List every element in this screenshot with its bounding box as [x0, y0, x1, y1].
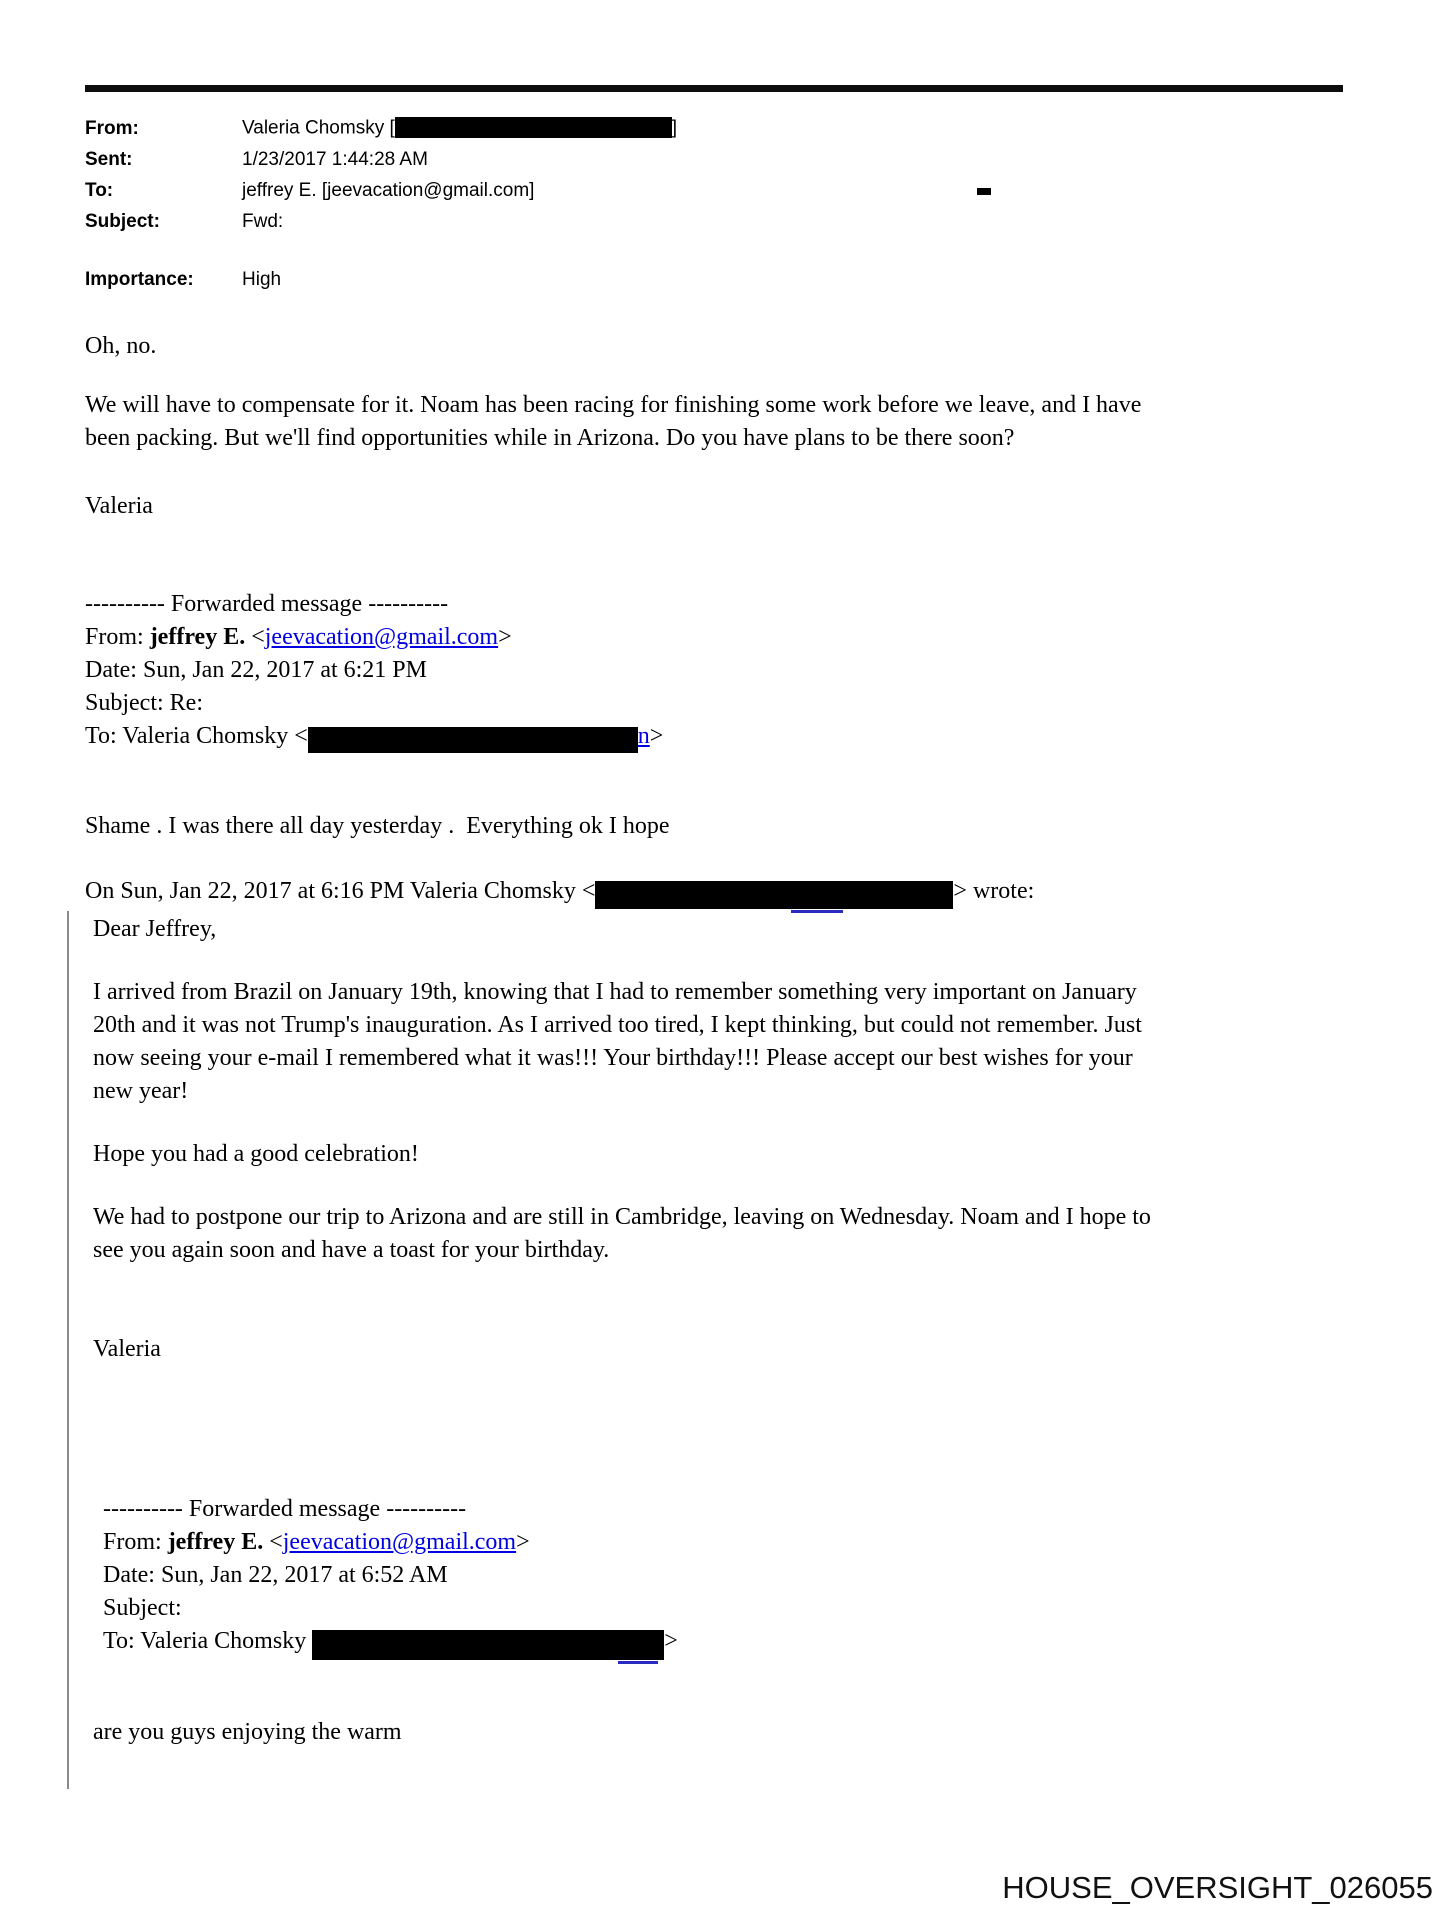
forwarded-message-1	[85, 588, 1393, 753]
redacted-email-peek: n	[637, 723, 650, 749]
forwarded-divider: ---------- Forwarded message ----------	[103, 1496, 467, 1522]
to-prefix: To: Valeria Chomsky <	[85, 723, 308, 749]
quote-paragraph-2: Hope you had a good celebration!	[93, 1141, 419, 1167]
forwarded-message-2	[103, 1493, 1393, 1658]
header-row-importance	[85, 264, 677, 295]
to-suffix: >	[664, 1628, 678, 1654]
redaction-bar-from	[395, 117, 672, 138]
quote-attribution-line	[85, 875, 1393, 908]
from-value-prefix: Valeria Chomsky [	[242, 117, 395, 139]
quote-paragraph-3	[93, 1201, 1393, 1267]
forwarded-to-line	[85, 720, 1393, 753]
header-row-from	[85, 113, 677, 144]
redaction-bar-attribution	[595, 881, 953, 909]
quote-paragraph-1-line-2: 20th and it was not Trump's inauguration. As I arrived too tired, I kept thinking, but could not remember. Just	[93, 1012, 1142, 1038]
attribution-prefix: On Sun, Jan 22, 2017 at 6:16 PM Valeria Chomsky <	[85, 878, 596, 904]
quote-paragraph-1-line-4: new year!	[93, 1078, 189, 1104]
email-link[interactable]: jeevacation@gmail.com	[264, 624, 499, 650]
from-word: From:	[103, 1529, 168, 1555]
sender-name: jeffrey E.	[167, 1529, 264, 1555]
email-body	[85, 330, 1393, 1789]
quote-paragraph-3-line-2: see you again soon and have a toast for your birthday.	[93, 1237, 610, 1263]
forwarded-date-line: Date: Sun, Jan 22, 2017 at 6:21 PM	[85, 657, 427, 683]
email-header	[85, 113, 677, 295]
bates-number: HOUSE_OVERSIGHT_026055	[1002, 1870, 1433, 1905]
quote-paragraph-1	[93, 976, 1393, 1108]
from-value	[242, 117, 677, 140]
quote-paragraph-3-line-1: We had to postpone our trip to Arizona and are still in Cambridge, leaving on Wednesday. Noam and I hope to	[93, 1204, 1151, 1230]
header-divider-bar	[85, 85, 1343, 92]
forwarded-subject-line: Subject: Re:	[85, 690, 203, 716]
quote-closing-line: are you guys enjoying the warm	[93, 1719, 402, 1745]
redaction-bar-to	[308, 727, 638, 753]
from-value-suffix: ]	[671, 117, 678, 139]
opening-line: Oh, no.	[85, 333, 157, 359]
quoted-message	[67, 911, 1393, 1789]
paragraph-1-line-1: We will have to compensate for it. Noam has been racing for finishing some work before we leave, and I have	[85, 392, 1142, 418]
sent-value: 1/23/2017 1:44:28 AM	[242, 148, 428, 170]
quote-paragraph-1-line-3: now seeing your e-mail I remembered what it was!!! Your birthday!!! Please accept our best wishes for your	[93, 1045, 1133, 1071]
forwarded-subject-line: Subject:	[103, 1595, 182, 1621]
redacted-link-underline-peek	[791, 910, 843, 913]
sender-name: jeffrey E.	[149, 624, 246, 650]
header-row-to	[85, 175, 677, 206]
to-suffix: >	[649, 723, 664, 749]
angle-close: >	[498, 624, 512, 650]
sent-label: Sent:	[85, 148, 133, 170]
importance-label: Importance:	[85, 268, 194, 290]
quote-paragraph-1-line-1: I arrived from Brazil on January 19th, knowing that I had to remember something very important on January	[93, 979, 1137, 1005]
to-prefix: To: Valeria Chomsky	[103, 1628, 313, 1654]
from-label: From:	[85, 117, 139, 139]
quote-signature-valeria: Valeria	[93, 1336, 161, 1362]
to-value: jeffrey E. [jeevacation@gmail.com]	[242, 179, 535, 201]
from-word: From:	[85, 624, 150, 650]
forwarded-date-line: Date: Sun, Jan 22, 2017 at 6:52 AM	[103, 1562, 448, 1588]
redaction-bar-to	[312, 1630, 664, 1660]
to-label: To:	[85, 179, 114, 201]
attribution-suffix: > wrote:	[953, 878, 1035, 904]
forwarded-from-line	[103, 1526, 1393, 1559]
forwarded-divider: ---------- Forwarded message ----------	[85, 591, 449, 617]
importance-value: High	[242, 268, 282, 290]
stray-redaction-mark	[977, 188, 991, 195]
angle-open: <	[263, 1529, 283, 1555]
email-link[interactable]: jeevacation@gmail.com	[282, 1529, 517, 1555]
reply-line: Shame . I was there all day yesterday . Everything ok I hope	[85, 813, 670, 839]
header-row-sent	[85, 144, 677, 175]
forwarded-to-line	[103, 1625, 1393, 1658]
paragraph-1	[85, 389, 1393, 455]
subject-label: Subject:	[85, 210, 160, 232]
subject-value: Fwd:	[242, 210, 284, 232]
redacted-link-underline-peek	[618, 1661, 658, 1664]
angle-close: >	[516, 1529, 530, 1555]
quote-greeting: Dear Jeffrey,	[93, 916, 217, 942]
angle-open: <	[245, 624, 265, 650]
forwarded-from-line	[85, 621, 1393, 654]
signature-valeria: Valeria	[85, 493, 153, 519]
paragraph-1-line-2: been packing. But we'll find opportunities while in Arizona. Do you have plans to be there soon?	[85, 425, 1015, 451]
header-row-subject	[85, 206, 677, 237]
